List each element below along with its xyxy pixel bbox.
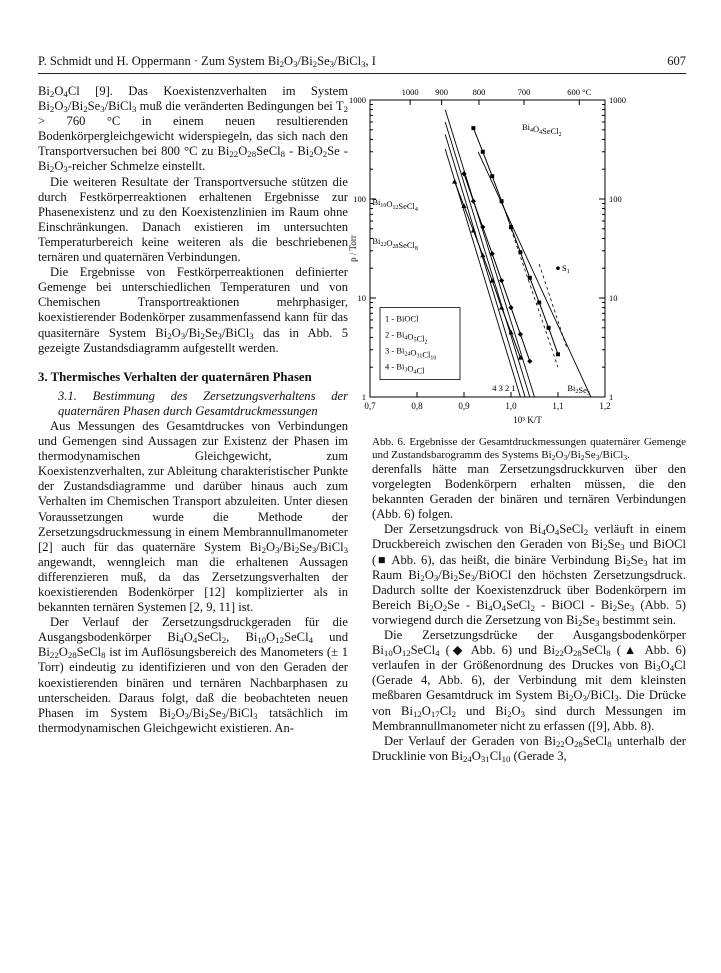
header-authors-title: P. Schmidt und H. Oppermann · Zum System $Bi_2O_3/Bi_2Se_3/BiCl_3$, I: [38, 54, 376, 69]
x-tick-label: 0,8: [411, 401, 423, 411]
data-point-triangle: [452, 179, 457, 184]
data-point-diamond: [499, 278, 504, 283]
x-tick-label: 0,9: [458, 401, 470, 411]
paragraph: Der Verlauf der Zersetzungsdruckgeraden für die Ausgangsbodenkörper $Bi_4O_4SeCl_2$, $Bi_{10}O_{12}SeCl_4$ und $Bi_{22}O_{28}SeCl_8$ ist im Auflösungsbereich des Manometers (± 1 Torr) eindeutig zu identifizieren und von den Geraden der koexistierenden binären und ternären Nachbarphasen zu unterscheiden. Daraus folgt, daß die beobachteten neuen Phasen im System $Bi_2O_3/Bi_2Se_3/BiCl_3$ tatsächlich im thermodynamischen Gleichgewicht existieren. An-: [38, 615, 348, 735]
right-column: [372, 436, 686, 764]
x-axis-label: 10³ K/T: [513, 415, 542, 425]
data-point-square: [509, 225, 513, 229]
x-tick-label: 1,2: [599, 401, 611, 411]
subsection-heading: 3.1. Bestimmung des Zersetzungsverhaltens der quaternären Phasen durch Gesamtdruckmessungen: [58, 388, 348, 418]
data-point-square: [500, 199, 504, 203]
top-tick-label: 700: [517, 87, 531, 97]
data-point-square: [490, 174, 494, 178]
y-tick-label-right: 100: [609, 194, 622, 204]
annotation-bi22o28secl8: $Bi_{22}O_{28}SeCl_8$: [372, 236, 418, 253]
data-point-square: [471, 126, 475, 130]
top-tick-label: 800: [472, 87, 486, 97]
top-tick-label: 900: [435, 87, 449, 97]
legend-entry: $2 - Bi_4O_5Cl_2$: [385, 329, 428, 346]
section-heading: 3. Thermisches Verhalten der quaternären Phasen: [38, 369, 312, 384]
dashed-line: [511, 229, 558, 367]
data-point-triangle: [471, 228, 476, 233]
data-point-square: [528, 276, 532, 280]
paragraph: Der Zersetzungsdruck von $Bi_4O_4SeCl_2$ verläuft in einem Druckbereich zwischen den Geraden von $Bi_2Se_3$ und BiOCl (■ Abb. 6), das heißt, die binäre Verbindung $Bi_2Se_3$ hat im Raum $Bi_2O_3/Bi_2Se_3$/BiOCl den höchsten Zersetzungsdruck. Dadurch sollte der Koexistenzdruck über Bodenkörpern im Bereich $Bi_2O_2Se$ - $Bi_4O_4SeCl_2$ - BiOCl - $Bi_2Se_3$ (Abb. 5) vorwiegend durch die Zersetzung von $Bi_2Se_3$ bestimmt sein.: [372, 522, 687, 628]
data-point-square: [537, 301, 541, 305]
annotation-bi4o4secl2: $Bi_4O_4SeCl_2$: [522, 121, 562, 138]
y-tick-label: 100: [353, 194, 366, 204]
annotation-bi10o12secl4: $Bi_{10}O_{12}SeCl_4$: [372, 197, 418, 213]
paragraph: Die Ergebnisse von Festkörperreaktionen definierter Gemenge bei unterschiedlichen Temperaturen und von Chemischen Transportreaktionen mehrphasiger, koexistierender Bodenkörper zusammenfassend kann für das quasiternäre System $Bi_2O_3/Bi_2Se_3/BiCl_3$ das in Abb. 5 gezeigte Zustandsdiagramm aufgestellt werden.: [38, 265, 348, 355]
legend-entry: $4 - Bi_3O_4Cl$: [385, 361, 425, 376]
annotation-bi2se3: $Bi_2Se_3$: [567, 383, 590, 397]
running-header: [38, 54, 686, 74]
pressure-chart: [340, 80, 686, 425]
left-column: [38, 84, 348, 736]
data-point-square: [481, 150, 485, 154]
paragraph: Die Zersetzungsdrücke der Ausgangsbodenkörper $Bi_{10}O_{12}SeCl_4$ (◆ Abb. 6) und $Bi_{22}O_{28}SeCl_8$ (▲ Abb. 6) verlaufen in der Größenordnung des Druckes von $Bi_3O_4Cl$ (Gerade 4, Abb. 6), der Verbindung mit dem kleinsten meßbaren Gesamtdruck im System $Bi_2O_3/BiCl_3$. Die Drücke von $Bi_{12}O_{17}Cl_2$ und $Bi_2O_3$ sind durch Messungen im Membrannullmanometer nicht zu erfassen ([9], Abb. 8).: [372, 628, 686, 733]
x-tick-label: 1,0: [505, 401, 517, 411]
top-tick-label: 1000: [401, 87, 419, 97]
paragraph: Die weiteren Resultate der Transportversuche stützen die durch Festkörperreaktionen erhaltenen Ergebnisse zur Phasenexistenz und zu den Koexistenzlinien im Raum ohne Einschränkungen. Danach existieren im untersuchten Temperaturbereich keine weiteren als die beschriebenen ternären und quaternären Verbindungen.: [38, 174, 348, 265]
data-point-square: [547, 326, 551, 330]
y-tick-label: 10: [357, 293, 366, 303]
figure-caption: Abb. 6. Ergebnisse der Gesamtdruckmessungen quaternärer Gemenge und Zustandsbarogramm des Systems $Bi_2O_3/Bi_2Se_3/BiCl_3$.: [372, 436, 686, 462]
y-tick-label-right: 1: [609, 392, 614, 402]
header-rule: [38, 73, 686, 74]
reference-line: [478, 152, 591, 397]
y-tick-label: 1000: [349, 95, 366, 105]
data-point-square: [556, 352, 560, 356]
paragraph: Der Verlauf der Geraden von $Bi_{22}O_{28}SeCl_8$ unterhalb der Drucklinie von $Bi_{24}O_{31}Cl_{10}$ (Gerade 3,: [372, 733, 687, 764]
data-point-triangle: [499, 305, 504, 310]
data-point-diamond: [518, 332, 523, 337]
legend-entry: $3 - Bi_{24}O_{31}Cl_{10}$: [385, 345, 437, 362]
data-point-diamond: [508, 305, 513, 310]
y-tick-label: 1: [361, 392, 366, 402]
data-point-diamond: [471, 199, 476, 204]
s1-point: [556, 266, 560, 270]
x-tick-label: 1,1: [552, 401, 564, 411]
y-tick-label-right: 1000: [609, 95, 626, 105]
page-number: 607: [667, 54, 686, 68]
paragraph: derenfalls hätte man Zersetzungsdruckkurven über den vorgelegten Bodenkörpern erhalten müssen, die den bekannten Geraden der binären und ternären Verbindungen (Abb. 6) folgen.: [372, 462, 686, 522]
x-tick-label: 0,7: [364, 401, 376, 411]
data-point-diamond: [527, 359, 532, 364]
y-tick-label-right: 10: [609, 293, 618, 303]
data-point-square: [518, 250, 522, 254]
legend-entry: 1 - BiOCl: [385, 313, 419, 324]
annotation-s1: $S_1$: [562, 263, 570, 276]
paragraph: $Bi_2O_4Cl$ [9]. Das Koexistenzverhalten im System $Bi_2O_3/Bi_2Se_3/BiCl_3$ muß die veränderten Bedingungen bei $T_2 > 760$ °C in einem neuen resultierenden Bodenkörpergleichgewicht widerspiegeln, das sich nach den Transportversuchen bei 800 °C zu $Bi_{22}O_{28}SeCl_8 - Bi_2O_2Se$ - $Bi_2O_3$-reicher Schmelze einstellt.: [38, 84, 349, 175]
line-number-labels: 4 3 2 1: [492, 383, 516, 393]
paragraph: Aus Messungen des Gesamtdruckes von Verbindungen und Gemengen sind Aussagen zur Existenz der Phasen im thermodynamischen Gleichgewicht, zum Koexistenzverhalten, zur Ableitung charakteristischer Punkte der Zustandsdiagramme und darüber hinaus auch zum Verhalten im Chemischen Transport abzuleiten. Unter diesen Voraussetzungen wurde die Methode der Zersetzungsdruckmessung in einem Membrannullmanometer [2] auch für das quaternäre System $Bi_2O_3/Bi_2Se_3/BiCl_3$ angewandt, wenngleich man die erhaltenen Aussagen differenzieren muß, da das Zersetzungsverhalten der koexistierenden Bodenkörper [12] komplizierter als in bekannten ternären Systemen [2, 9, 11] ist.: [38, 418, 348, 615]
y-axis-label: p / Torr: [348, 235, 358, 262]
top-tick-label: 600 °C: [567, 87, 592, 97]
